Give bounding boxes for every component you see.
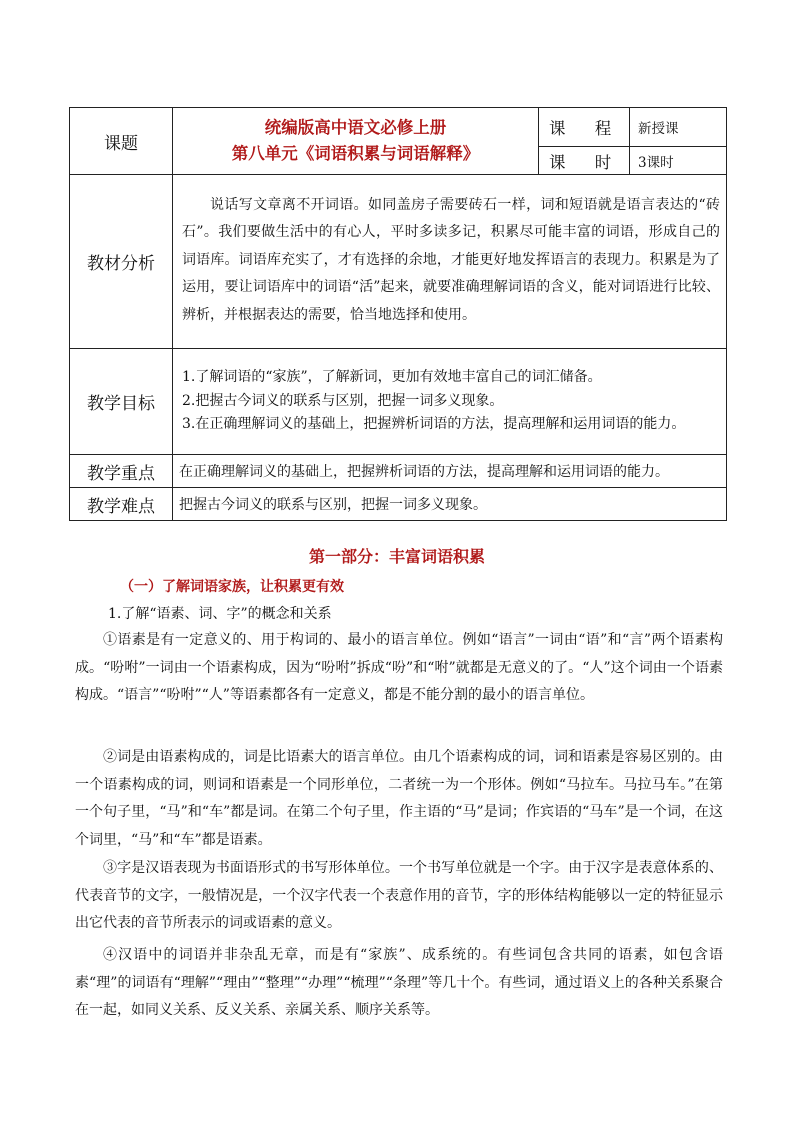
hours-value: 3课时 bbox=[630, 147, 727, 175]
difficulty-text: 把握古今词义的联系与区别，把握一词多义现象。 bbox=[173, 488, 727, 521]
topic-label: 课题 bbox=[70, 108, 173, 175]
course-label: 课 程 bbox=[539, 108, 630, 147]
part-title: 第一部分：丰富词语积累 bbox=[308, 547, 485, 566]
lesson-title-line1: 统编版高中语文必修上册 bbox=[264, 118, 447, 137]
sub-title: 1.了解“语素、词、字”的概念和关系 bbox=[108, 606, 332, 622]
course-value: 新授课 bbox=[630, 108, 727, 147]
goals-list bbox=[173, 349, 727, 455]
lesson-plan-table bbox=[69, 107, 727, 521]
section-title: （一）了解词语家族，让积累更有效 bbox=[120, 579, 344, 595]
hours-label: 课 时 bbox=[539, 147, 630, 175]
lesson-title-line2: 第八单元《词语积累与词语解释》 bbox=[231, 144, 480, 163]
difficulty-label: 教学难点 bbox=[70, 488, 173, 521]
body-paragraph: ④汉语中的词语并非杂乱无章，而是有“家族”、成系统的。有些词包含共同的语素，如包含语素“理”的词语有“理解”“理由”“整理”“办理”“梳理”“条理”等几十个。有些词，通过语义上的各种关系聚合在一起，如同义关系、反义关系、亲属关系、顺序关系等。 bbox=[75, 947, 723, 1018]
analysis-paragraph: 说话写文章离不开词语。如同盖房子需要砖石一样，词和短语就是语言表达的“砖石”。我们要做生活中的有心人，平时多读多记，积累尽可能丰富的词语，形成自己的词语库。词语库充实了，才有选择的余地，才能更好地发挥语言的表现力。积累是为了运用，要让词语库中的词语“活”起来，就要准确理解词语的含义，能对词语进行比较、辨析，并根据表达的需要，恰当地选择和使用。 bbox=[182, 196, 720, 323]
goal-item: 2.把握古今词义的联系与区别，把握一词多义现象。 bbox=[182, 392, 504, 409]
body-paragraph: ③字是汉语表现为书面语形式的书写形体单位。一个书写单位就是一个字。由于汉字是表意体系的、代表音节的文字，一般情况是，一个汉字代表一个表意作用的音节，字的形体结构能够以一定的特征显示出它代表的音节所表示的词或语素的意义。 bbox=[75, 860, 723, 931]
body-paragraph: ②词是由语素构成的，词是比语素大的语言单位。由几个语素构成的词，词和语素是容易区别的。由一个语素构成的词，则词和语素是一个同形单位，二者统一为一个形体。例如“马拉车。马拉马车。”在第一个句子里，“马”和“车”都是词。在第二个句子里，作主语的“马”是词；作宾语的“马车”是一个词，在这个词里，“马”和“车”都是语素。 bbox=[75, 749, 723, 848]
analysis-text bbox=[173, 175, 727, 349]
analysis-label: 教材分析 bbox=[70, 175, 173, 349]
goal-item: 1.了解词语的“家族”，了解新词，更加有效地丰富自己的词汇储备。 bbox=[182, 369, 602, 386]
key-points-text: 在正确理解词义的基础上，把握辨析词语的方法，提高理解和运用词语的能力。 bbox=[173, 455, 727, 488]
body-paragraph: ①语素是有一定意义的、用于构词的、最小的语言单位。例如“语言”一词由“语”和“言”两个语素构成。“吩咐”一词由一个语素构成，因为“吩咐”拆成“吩”和“咐”就都是无意义的了。“人”这个词由一个语素构成。“语言”“吩咐”“人”等语素都各有一定意义，都是不能分割的最小的语言单位。 bbox=[75, 632, 723, 703]
goals-label: 教学目标 bbox=[70, 349, 173, 455]
lesson-title bbox=[173, 108, 539, 175]
goal-item: 3.在正确理解词义的基础上，把握辨析词语的方法，提高理解和运用词语的能力。 bbox=[182, 416, 686, 433]
key-points-label: 教学重点 bbox=[70, 455, 173, 488]
